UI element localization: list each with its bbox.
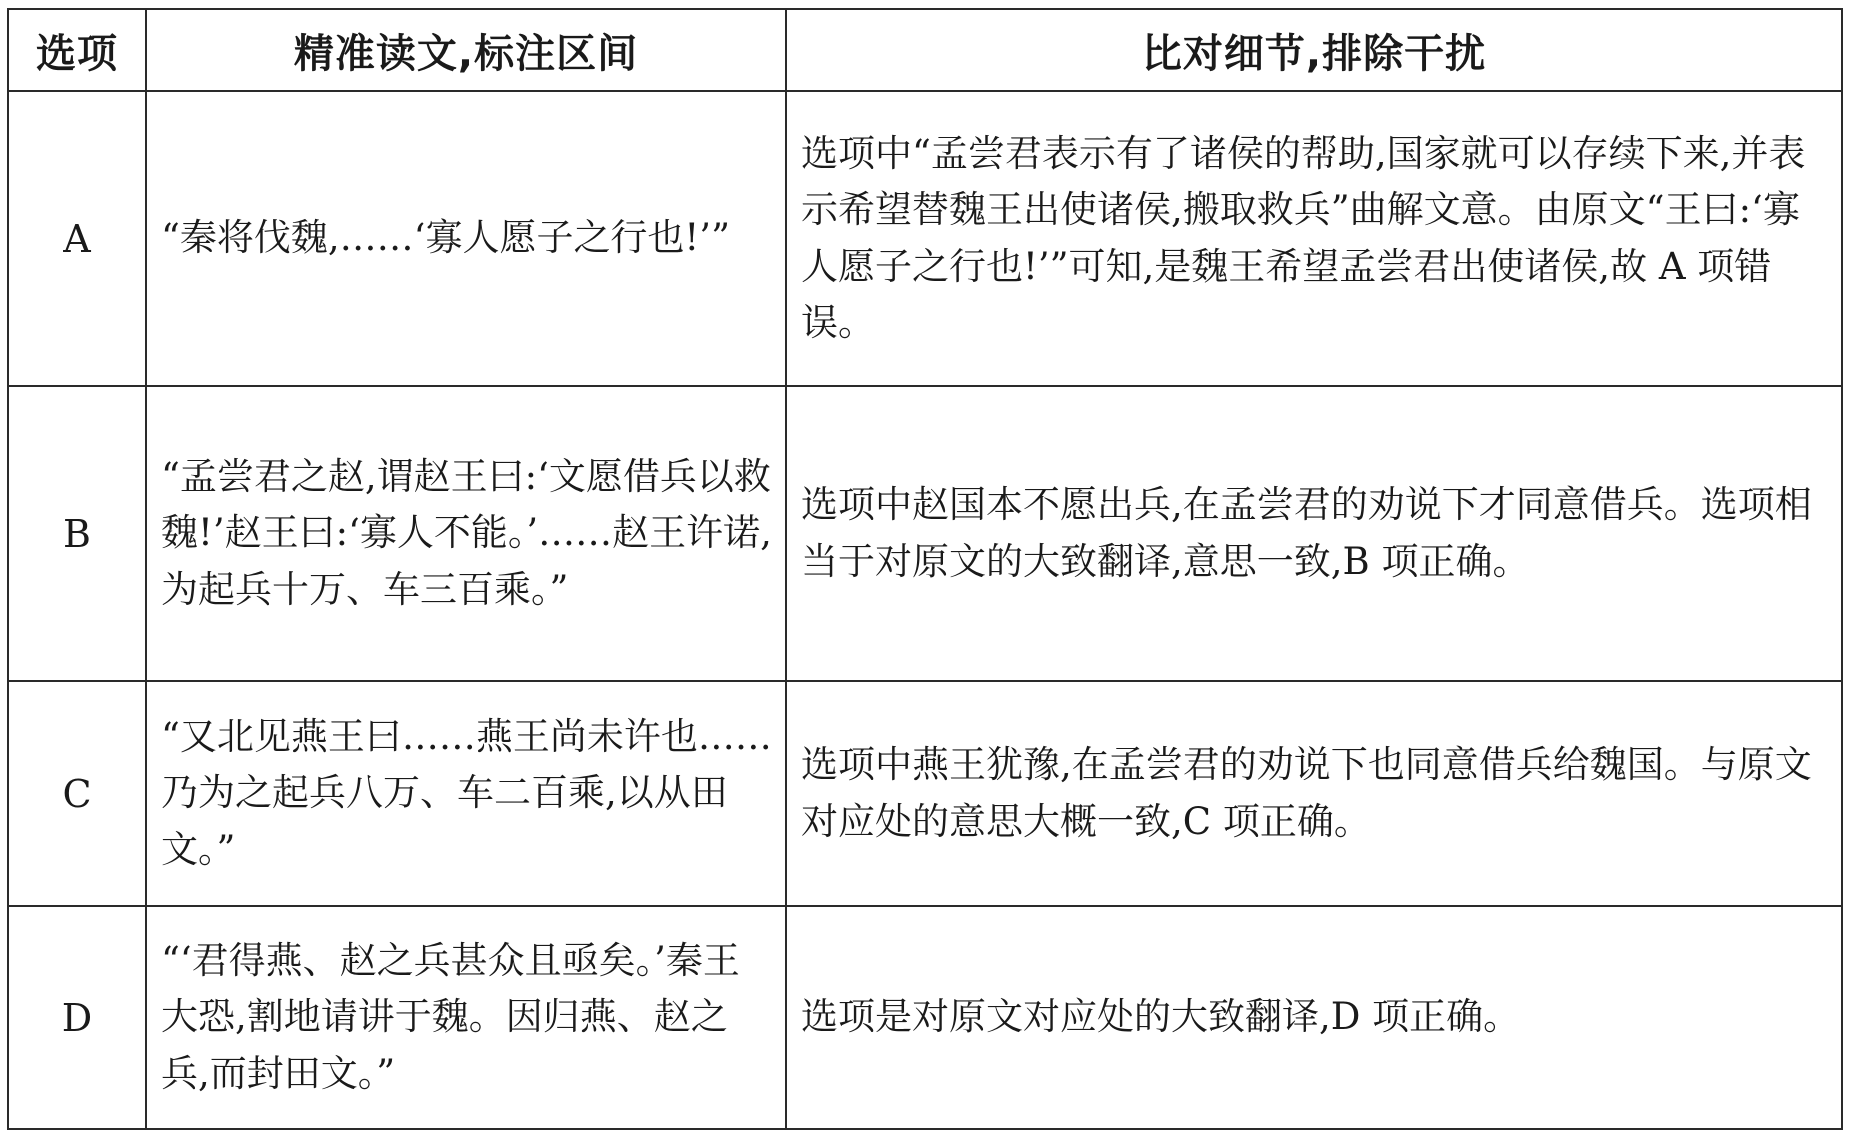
- source-cell: “又北见燕王曰……燕王尚未许也……乃为之起兵八万、车二百乘,以从田文。”: [146, 681, 786, 906]
- source-cell: “秦将伐魏,……‘寡人愿子之行也!’”: [146, 91, 786, 386]
- table-row: [8, 681, 1842, 906]
- option-cell: A: [8, 91, 146, 386]
- option-cell: B: [8, 386, 146, 681]
- table-row: [8, 386, 1842, 681]
- analysis-cell: 选项是对原文对应处的大致翻译,D 项正确。: [786, 906, 1842, 1129]
- header-analysis: 比对细节,排除干扰: [786, 9, 1842, 91]
- table-row: [8, 906, 1842, 1129]
- analysis-table: [7, 8, 1843, 1130]
- header-source: 精准读文,标注区间: [146, 9, 786, 91]
- analysis-cell: 选项中燕王犹豫,在孟尝君的劝说下也同意借兵给魏国。与原文对应处的意思大概一致,C 项正确。: [786, 681, 1842, 906]
- analysis-cell: 选项中“孟尝君表示有了诸侯的帮助,国家就可以存续下来,并表示希望替魏王出使诸侯,搬取救兵”曲解文意。由原文“王曰:‘寡人愿子之行也!’”可知,是魏王希望孟尝君出使诸侯,故 A 项错误。: [786, 91, 1842, 386]
- option-cell: C: [8, 681, 146, 906]
- header-option: 选项: [8, 9, 146, 91]
- header-row: [8, 9, 1842, 91]
- analysis-cell: 选项中赵国本不愿出兵,在孟尝君的劝说下才同意借兵。选项相当于对原文的大致翻译,意思一致,B 项正确。: [786, 386, 1842, 681]
- table-row: [8, 91, 1842, 386]
- source-cell: “孟尝君之赵,谓赵王曰:‘文愿借兵以救魏!’赵王曰:‘寡人不能。’……赵王许诺,为起兵十万、车三百乘。”: [146, 386, 786, 681]
- option-cell: D: [8, 906, 146, 1129]
- source-cell: “‘君得燕、赵之兵甚众且亟矣。’秦王大恐,割地请讲于魏。因归燕、赵之兵,而封田文。”: [146, 906, 786, 1129]
